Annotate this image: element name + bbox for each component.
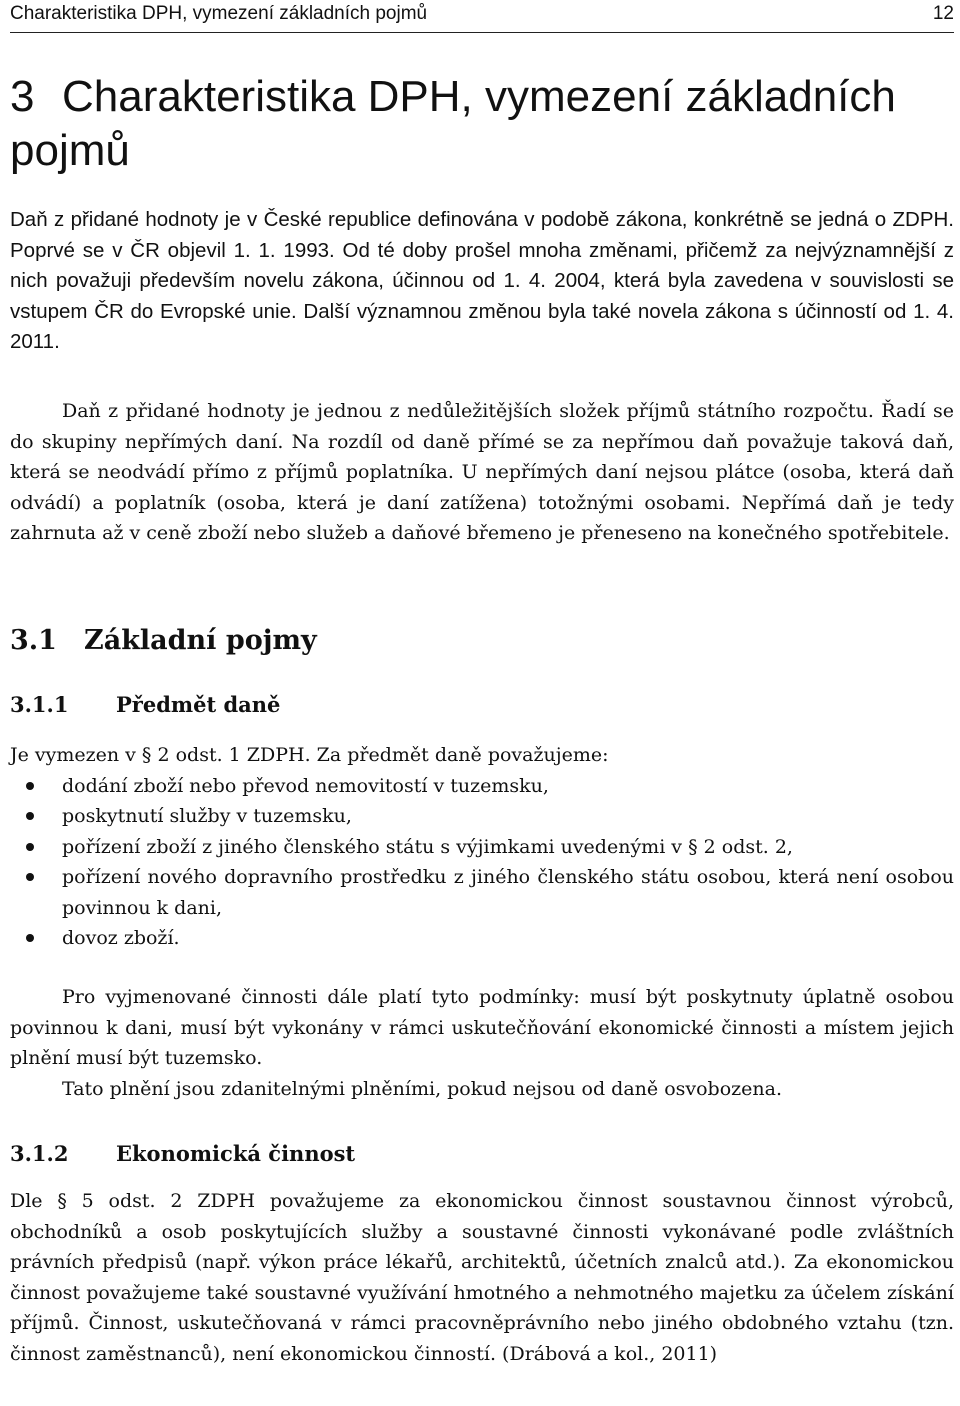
- section-title: Základní pojmy: [84, 625, 317, 656]
- ekonomicka-cinnost-body: [10, 1186, 954, 1369]
- intro-paragraph-1: Daň z přidané hodnoty je v České republice definována v podobě zákona, konkrétně se jedná o ZDPH. Poprvé se v ČR objevil 1. 1. 1993. Od té doby prošel mnoha změnami, přičemž za nejvýznamnější z nich považuji především novelu zákona, účinnou od 1. 4. 2004, která byla zavedena v souvislosti se vstupem ČR do Evropské unie. Další významnou změnou byla také novela zákona s účinností od 1. 4. 2011.: [10, 208, 954, 353]
- chapter-title: Charakteristika DPH, vymezení základních pojmů: [10, 72, 896, 175]
- intro-paragraph-2: Daň z přidané hodnoty je jednou z nedůležitějších složek příjmů státního rozpočtu. Řadí se do skupiny nepřímých daní. Na rozdíl od daně přímé se za nepřímou daň považuje taková daň, která se neodvádí přímo z příjmů poplatníka. U nepřímých daní nejsou plátce (osoba, která daň odvádí) a poplatník (osoba, která je daní zatížena) totožnými osobami. Nepřímá daň je tedy zahrnuta až v ceně zboží nebo služeb a daňové břemeno je přeneseno na konečného spotřebitele.: [10, 400, 954, 544]
- subsection-number: 3.1.1: [10, 692, 69, 717]
- chapter-number: 3: [10, 72, 35, 121]
- list-item: poskytnutí služby v tuzemsku,: [10, 801, 954, 832]
- subsection-title: Předmět daně: [116, 692, 281, 717]
- chapter-heading: [10, 70, 954, 178]
- subsection-title: Ekonomická činnost: [116, 1141, 356, 1166]
- bullet-icon: [26, 812, 34, 820]
- conditions-paragraph: Pro vyjmenované činnosti dále platí tyto podmínky: musí být poskytnuty úplatně osobou povinnou k dani, musí být vykonány v rámci uskutečňování ekonomické činnosti a místem jejich plnění musí být tuzemsko.: [10, 986, 954, 1069]
- section-heading: [10, 624, 317, 658]
- subsection-heading-predmet-dane: [10, 690, 280, 720]
- intro-text-2: [10, 396, 954, 549]
- bullet-icon: [26, 873, 34, 881]
- section-number: 3.1: [10, 625, 57, 656]
- bullet-icon: [26, 934, 34, 942]
- ekonomicka-cinnost-paragraph: Dle § 5 odst. 2 ZDPH považujeme za ekonomickou činnost soustavnou činnost výrobců, obchodníků a osob poskytujících služby a soustavné činnosti vykonávané podle zvláštních právních předpisů (např. výkon práce lékařů, architektů, účetních znalců atd.). Za ekonomickou činnost považujeme také soustavné využívání hmotného a nehmotného majetku za účelem získání příjmů. Činnost, uskutečňovaná v rámci pracovněprávního nebo jiného obdobného vztahu (tzn. činnost zaměstnanců), není ekonomickou činností. (Drábová a kol., 2011): [10, 1190, 954, 1365]
- predmet-dane-lead: Je vymezen v § 2 odst. 1 ZDPH. Za předmět daně považujeme:: [10, 744, 609, 766]
- list-item: dovoz zboží.: [10, 923, 954, 954]
- subsection-heading-ekonomicka-cinnost: [10, 1139, 355, 1169]
- bullet-icon: [26, 843, 34, 851]
- list-item: dodání zboží nebo převod nemovitostí v tuzemsku,: [10, 771, 954, 802]
- subsection-number: 3.1.2: [10, 1141, 69, 1166]
- running-header: [10, 0, 954, 33]
- running-header-title: Charakteristika DPH, vymezení základních pojmů: [10, 3, 428, 24]
- taxable-supply-paragraph: Tato plnění jsou zdanitelnými plněními, pokud nejsou od daně osvobozena.: [62, 1077, 783, 1100]
- bullet-icon: [26, 782, 34, 790]
- list-item: pořízení zboží z jiného členského státu s výjimkami uvedenými v § 2 odst. 2,: [10, 832, 954, 863]
- predmet-dane-body: [10, 740, 954, 954]
- predmet-dane-conditions: [10, 982, 954, 1104]
- list-item: pořízení nového dopravního prostředku z jiného členského státu osobou, která není osobou povinnou k dani,: [10, 862, 954, 923]
- page-number: 12: [932, 3, 954, 24]
- predmet-dane-list: [10, 771, 954, 954]
- intro-text: [10, 205, 954, 358]
